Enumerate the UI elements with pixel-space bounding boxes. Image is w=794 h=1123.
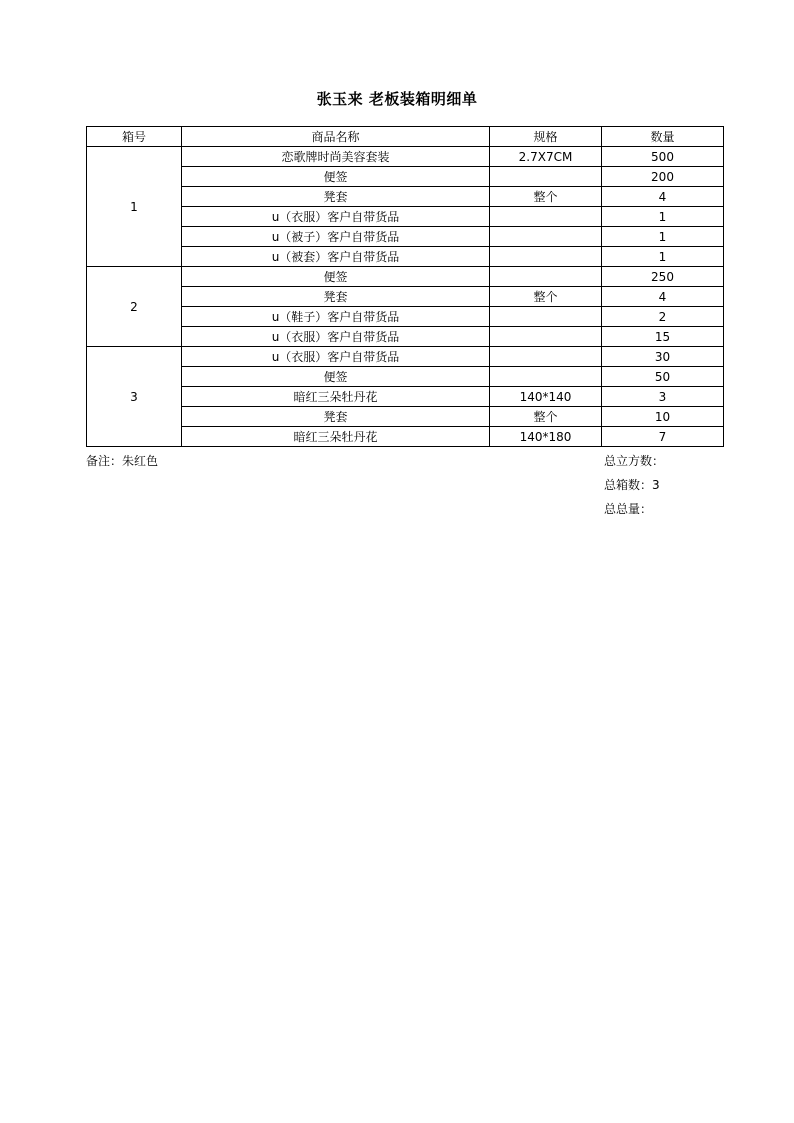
header-specification: 规格 (490, 127, 602, 147)
total-boxes: 总箱数：3 (604, 478, 660, 492)
specification-cell (490, 327, 602, 347)
table-row (87, 347, 724, 367)
box-number-cell: 3 (87, 347, 182, 447)
product-name-cell: 恋歌牌时尚美容套装 (182, 147, 490, 167)
product-name-cell: 便签 (182, 267, 490, 287)
totals-block (604, 449, 664, 521)
table-row (87, 207, 724, 227)
packing-list-table (86, 126, 724, 447)
product-name-cell: u（被子）客户自带货品 (182, 227, 490, 247)
product-name-cell: u（衣服）客户自带货品 (182, 347, 490, 367)
product-name-cell: 便签 (182, 367, 490, 387)
product-name-cell: 凳套 (182, 187, 490, 207)
specification-cell: 2.7X7CM (490, 147, 602, 167)
quantity-cell: 4 (602, 287, 724, 307)
specification-cell (490, 207, 602, 227)
product-name-cell: 暗红三朵牡丹花 (182, 387, 490, 407)
table-row (87, 227, 724, 247)
product-name-cell: u（鞋子）客户自带货品 (182, 307, 490, 327)
specification-cell: 整个 (490, 407, 602, 427)
specification-cell (490, 367, 602, 387)
quantity-cell: 50 (602, 367, 724, 387)
table-row (87, 367, 724, 387)
header-product-name: 商品名称 (182, 127, 490, 147)
table-row (87, 247, 724, 267)
quantity-cell: 2 (602, 307, 724, 327)
table-row (87, 167, 724, 187)
quantity-cell: 30 (602, 347, 724, 367)
header-quantity: 数量 (602, 127, 724, 147)
specification-cell (490, 247, 602, 267)
header-box-number: 箱号 (87, 127, 182, 147)
quantity-cell: 15 (602, 327, 724, 347)
quantity-cell: 200 (602, 167, 724, 187)
quantity-cell: 10 (602, 407, 724, 427)
quantity-cell: 4 (602, 187, 724, 207)
table-row (87, 427, 724, 447)
table-body (87, 147, 724, 447)
document-title: 张玉来 老板装箱明细单 (316, 90, 478, 108)
product-name-cell: u（衣服）客户自带货品 (182, 207, 490, 227)
quantity-cell: 1 (602, 207, 724, 227)
specification-cell (490, 167, 602, 187)
table-row (87, 327, 724, 347)
quantity-cell: 1 (602, 247, 724, 267)
total-volume: 总立方数： (604, 454, 665, 468)
table-row (87, 187, 724, 207)
quantity-cell: 250 (602, 267, 724, 287)
specification-cell (490, 347, 602, 367)
product-name-cell: 暗红三朵牡丹花 (182, 427, 490, 447)
quantity-cell: 3 (602, 387, 724, 407)
specification-cell: 140*140 (490, 387, 602, 407)
product-name-cell: u（衣服）客户自带货品 (182, 327, 490, 347)
table-row (87, 387, 724, 407)
specification-cell (490, 227, 602, 247)
quantity-cell: 7 (602, 427, 724, 447)
table-row (87, 287, 724, 307)
specification-cell: 140*180 (490, 427, 602, 447)
product-name-cell: u（被套）客户自带货品 (182, 247, 490, 267)
box-number-cell: 1 (87, 147, 182, 267)
specification-cell (490, 307, 602, 327)
product-name-cell: 凳套 (182, 287, 490, 307)
product-name-cell: 便签 (182, 167, 490, 187)
table-row (87, 147, 724, 167)
quantity-cell: 1 (602, 227, 724, 247)
specification-cell: 整个 (490, 287, 602, 307)
specification-cell (490, 267, 602, 287)
table-row (87, 407, 724, 427)
box-number-cell: 2 (87, 267, 182, 347)
product-name-cell: 凳套 (182, 407, 490, 427)
table-row (87, 267, 724, 287)
specification-cell: 整个 (490, 187, 602, 207)
remark-note: 备注：朱红色 (86, 454, 159, 468)
quantity-cell: 500 (602, 147, 724, 167)
table-header-row (87, 127, 724, 147)
total-weight: 总总量： (604, 502, 653, 516)
table-row (87, 307, 724, 327)
